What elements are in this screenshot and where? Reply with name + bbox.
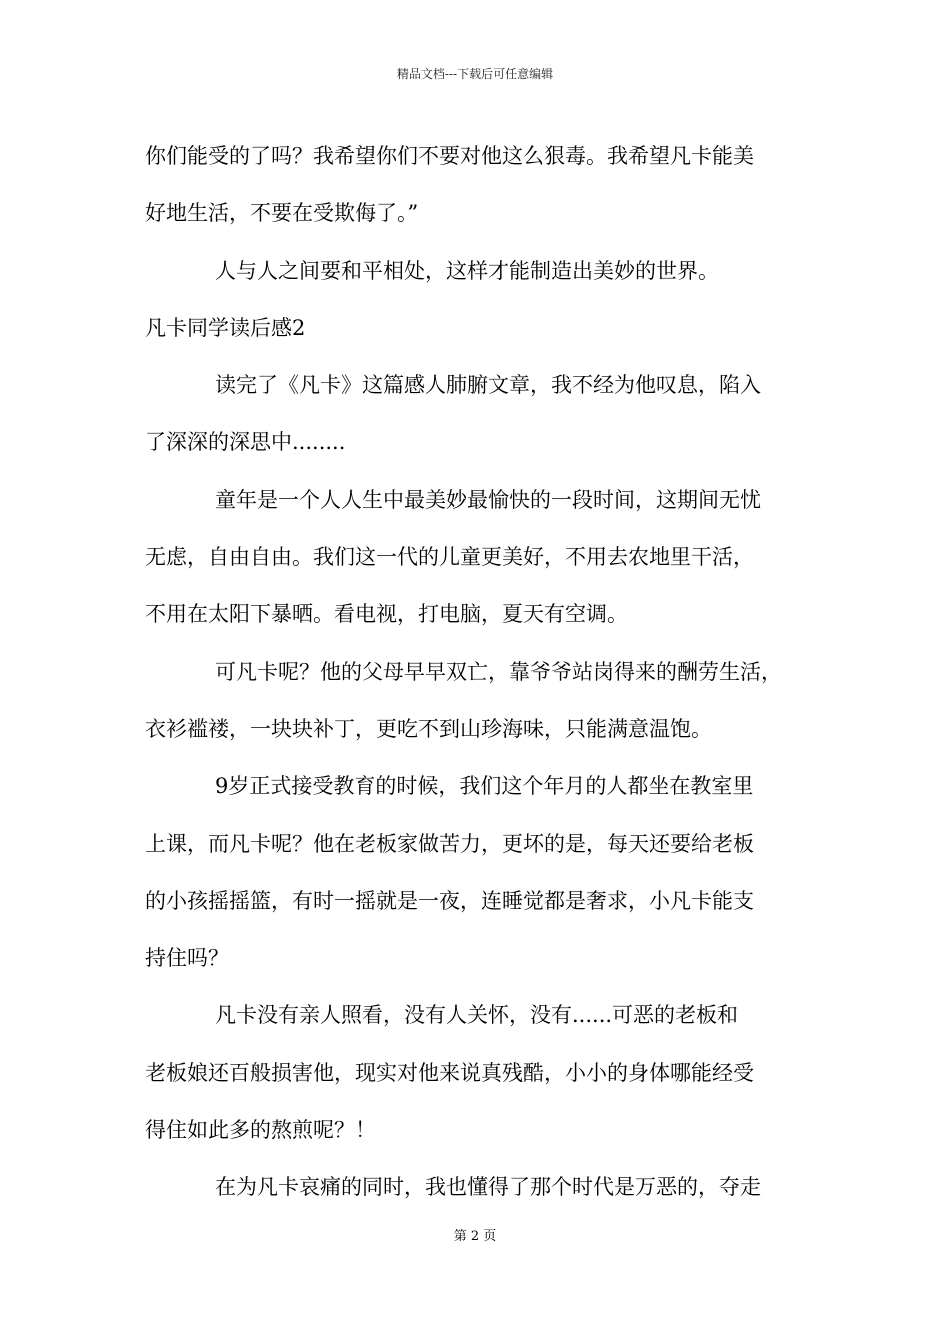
text-line: 持住吗？: [145, 946, 229, 971]
page-number: 第 2 页: [453, 1229, 497, 1244]
text-line: 你们能受的了吗？我希望你们不要对他这么狠毒。我希望凡卡能美: [145, 144, 754, 168]
text-line: 凡卡没有亲人照看，没有人关怀，没有......可恶的老板和: [215, 1003, 739, 1028]
paragraph: [145, 644, 809, 759]
text-line: 上课，而凡卡呢？他在老板家做苦力，更坏的是，每天还要给老板: [145, 831, 754, 856]
document-body: [145, 128, 809, 1217]
text-line: 无虑，自由自由。我们这一代的儿童更美好，不用去农地里干活，: [145, 545, 754, 570]
page-header: 精品文档---下载后可任意编辑: [396, 67, 554, 81]
text-line: 不用在太阳下暴晒。看电视，打电脑，夏天有空调。: [145, 602, 628, 627]
text-line: 9岁正式接受教育的时候，我们这个年月的人都坐在教室里: [215, 774, 754, 799]
paragraph: [145, 243, 809, 300]
paragraph: [145, 472, 809, 644]
text-line: 好地生活，不要在受欺侮了。”: [145, 201, 419, 226]
paragraph: [145, 987, 809, 1159]
text-line: 人与人之间要和平相处，这样才能制造出美妙的世界。: [215, 258, 719, 283]
paragraph: [145, 758, 809, 987]
text-line: 的小孩摇摇篮，有时一摇就是一夜，连睡觉都是奢求，小凡卡能支: [145, 888, 754, 913]
paragraph: [145, 357, 809, 472]
text-line: 衣衫褴褛，一块块补丁，更吃不到山珍海味，只能满意温饱。: [145, 716, 712, 741]
text-line: 在为凡卡哀痛的同时，我也懂得了那个时代是万恶的，夺走: [215, 1175, 761, 1200]
paragraph: [145, 300, 809, 357]
text-line: 老板娘还百般损害他，现实对他来说真残酷，小小的身体哪能经受: [145, 1060, 754, 1085]
text-line: 可凡卡呢？他的父母早早双亡，靠爷爷站岗得来的酬劳生活，: [215, 659, 782, 684]
text-line: 了深深的深思中........: [145, 430, 346, 455]
paragraph: [145, 1159, 809, 1216]
text-line: 得住如此多的熬煎呢？！: [145, 1118, 376, 1143]
text-line: 读完了《凡卡》这篇感人肺腑文章，我不经为他叹息，陷入: [215, 373, 761, 398]
text-line: 凡卡同学读后感2: [145, 315, 306, 340]
paragraph: [145, 128, 809, 243]
text-line: 童年是一个人人生中最美妙最愉快的一段时间，这期间无忧: [215, 487, 761, 512]
